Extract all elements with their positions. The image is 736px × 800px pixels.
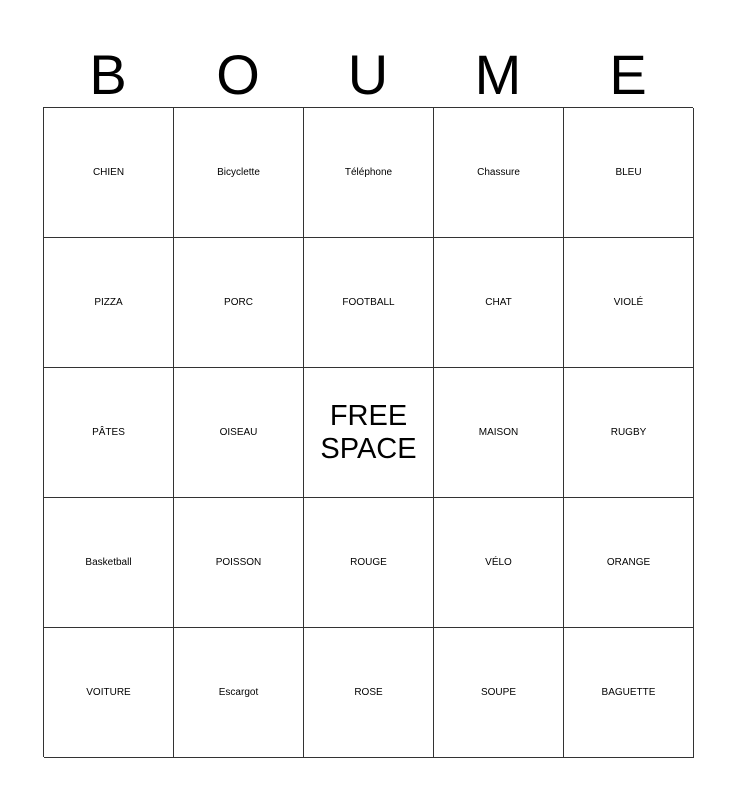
bingo-cell-r2c3[interactable]: FOOTBALL	[304, 238, 434, 368]
bingo-cell-r5c1[interactable]: VOITURE	[44, 628, 174, 758]
bingo-cell-r2c2[interactable]: PORC	[174, 238, 304, 368]
bingo-cell-r4c4[interactable]: VÉLO	[434, 498, 564, 628]
bingo-cell-r1c4[interactable]: Chassure	[434, 108, 564, 238]
bingo-cell-r4c2[interactable]: POISSON	[174, 498, 304, 628]
bingo-cell-r3c5[interactable]: RUGBY	[564, 368, 694, 498]
bingo-cell-r2c4[interactable]: CHAT	[434, 238, 564, 368]
bingo-card-grid	[43, 107, 693, 757]
bingo-cell-r3c2[interactable]: OISEAU	[174, 368, 304, 498]
free-space-line1: FREE	[329, 400, 408, 433]
bingo-cell-r5c2[interactable]: Escargot	[174, 628, 304, 758]
free-space-line2: SPACE	[320, 432, 417, 465]
header-letter-u: U	[347, 43, 389, 106]
bingo-cell-r4c5[interactable]: ORANGE	[564, 498, 694, 628]
header-letter-b: B	[89, 43, 127, 106]
bingo-cell-r5c4[interactable]: SOUPE	[434, 628, 564, 758]
bingo-cell-r1c5[interactable]: BLEU	[564, 108, 694, 238]
header-letter-m: M	[474, 43, 522, 106]
bingo-cell-r4c1[interactable]: Basketball	[44, 498, 174, 628]
bingo-cell-r1c1[interactable]: CHIEN	[44, 108, 174, 238]
bingo-cell-r1c3[interactable]: Téléphone	[304, 108, 434, 238]
bingo-cell-r3c1[interactable]: PÂTES	[44, 368, 174, 498]
bingo-cell-r1c2[interactable]: Bicyclette	[174, 108, 304, 238]
bingo-cell-r2c1[interactable]: PIZZA	[44, 238, 174, 368]
bingo-cell-r5c5[interactable]: BAGUETTE	[564, 628, 694, 758]
bingo-cell-r3c4[interactable]: MAISON	[434, 368, 564, 498]
bingo-cell-r4c3[interactable]: ROUGE	[304, 498, 434, 628]
bingo-cell-r2c5[interactable]: VIOLÉ	[564, 238, 694, 368]
bingo-header	[43, 44, 693, 106]
bingo-cell-r5c3[interactable]: ROSE	[304, 628, 434, 758]
free-space-cell[interactable]	[304, 368, 434, 498]
header-letter-o: O	[216, 43, 260, 106]
header-letter-e: E	[609, 43, 647, 106]
